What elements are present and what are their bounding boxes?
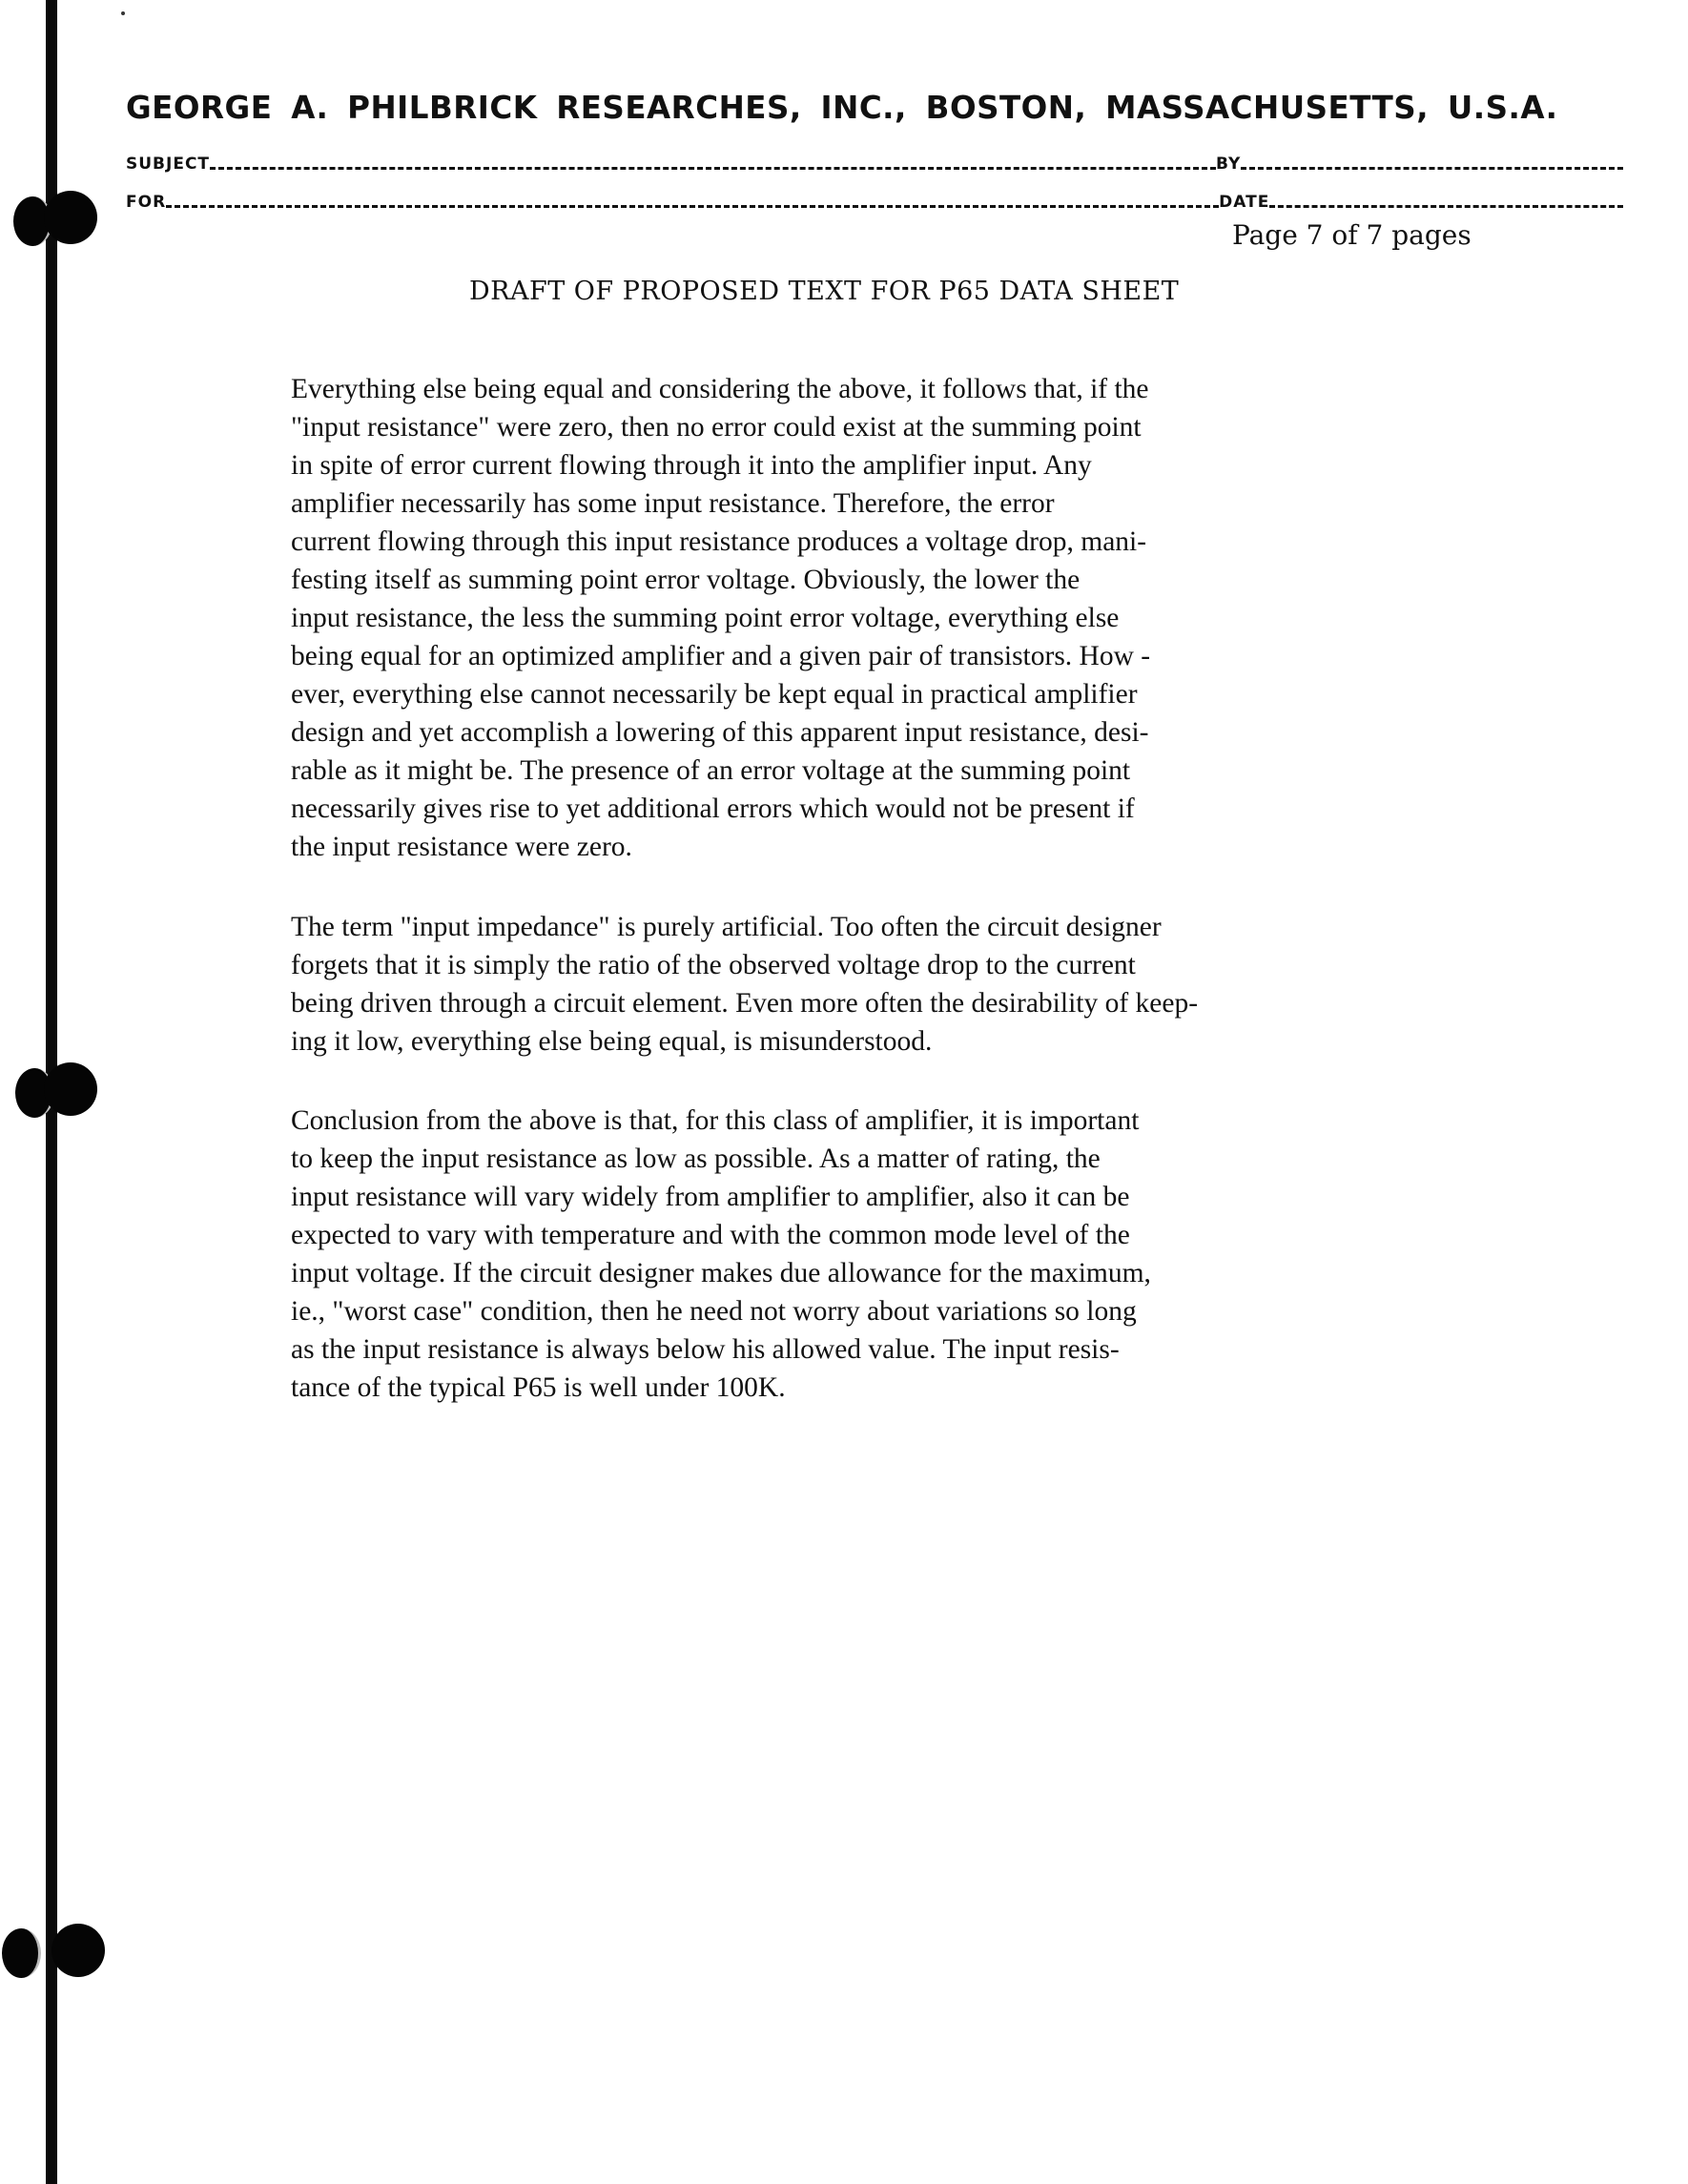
text-line: input resistance, the less the summing point error voltage, everything else	[291, 603, 1120, 633]
punch-hole	[44, 191, 97, 244]
text-line: forgets that it is simply the ratio of the observed voltage drop to the current	[291, 950, 1136, 980]
paragraph-input-resistance	[291, 370, 1588, 866]
text-line: in spite of error current flowing through it into the amplifier input. Any	[291, 450, 1092, 481]
text-line: as the input resistance is always below his allowed value. The input resis-	[291, 1334, 1120, 1365]
text-line: amplifier necessarily has some input resistance. Therefore, the error	[291, 488, 1055, 519]
subject-label: SUBJECT	[126, 155, 211, 174]
text-line: the input resistance were zero.	[291, 832, 632, 862]
text-line: design and yet accomplish a lowering of this apparent input resistance, desi-	[291, 717, 1149, 748]
date-label: DATE	[1219, 193, 1270, 212]
subject-row	[126, 151, 1623, 174]
page-indicator: Page 7 of 7 pages	[1232, 219, 1472, 251]
text-line: festing itself as summing point error voltage. Obviously, the lower the	[291, 565, 1081, 595]
text-line: input voltage. If the circuit designer makes due allowance for the maximum,	[291, 1258, 1151, 1288]
text-line: expected to vary with temperature and with the common mode level of the	[291, 1220, 1130, 1250]
paragraph-conclusion	[291, 1102, 1588, 1407]
paragraph-input-impedance	[291, 908, 1588, 1061]
text-line: necessarily gives rise to yet additional errors which would not be present if	[291, 793, 1135, 824]
for-field	[166, 205, 1219, 208]
text-line: being equal for an optimized amplifier and a given pair of transistors. How -	[291, 641, 1151, 671]
punch-hole-shadow	[2, 1928, 41, 1978]
text-line: input resistance will vary widely from amplifier to amplifier, also it can be	[291, 1182, 1130, 1212]
scan-speck	[121, 11, 125, 15]
text-line: "input resistance" were zero, then no error could exist at the summing point	[291, 412, 1142, 443]
text-line: to keep the input resistance as low as possible. As a matter of rating, the	[291, 1144, 1101, 1174]
by-field	[1241, 167, 1623, 170]
punch-hole	[51, 1924, 105, 1977]
company-letterhead: GEORGE A. PHILBRICK RESEARCHES, INC., BOSTON, MASSACHUSETTS, U.S.A.	[126, 90, 1558, 126]
text-line: Everything else being equal and considering the above, it follows that, if the	[291, 374, 1149, 404]
for-label: FOR	[126, 193, 167, 212]
document-title: DRAFT OF PROPOSED TEXT FOR P65 DATA SHEET	[469, 277, 1180, 306]
text-line: rable as it might be. The presence of an error voltage at the summing point	[291, 755, 1131, 786]
text-line: ever, everything else cannot necessarily be kept equal in practical amplifier	[291, 679, 1138, 710]
text-line: Conclusion from the above is that, for this class of amplifier, it is important	[291, 1105, 1140, 1136]
for-row	[126, 189, 1623, 212]
text-line: tance of the typical P65 is well under 100K.	[291, 1372, 786, 1403]
text-line: The term "input impedance" is purely artificial. Too often the circuit designer	[291, 912, 1162, 942]
text-line: being driven through a circuit element. Even more often the desirability of keep-	[291, 988, 1199, 1019]
text-line: ing it low, everything else being equal, is misunderstood.	[291, 1026, 933, 1057]
subject-field	[210, 167, 1216, 170]
date-field	[1269, 205, 1623, 208]
text-line: ie., "worst case" condition, then he need not worry about variations so long	[291, 1296, 1137, 1327]
by-label: BY	[1216, 155, 1242, 174]
text-line: current flowing through this input resistance produces a voltage drop, mani-	[291, 526, 1147, 557]
punch-hole	[44, 1062, 97, 1116]
